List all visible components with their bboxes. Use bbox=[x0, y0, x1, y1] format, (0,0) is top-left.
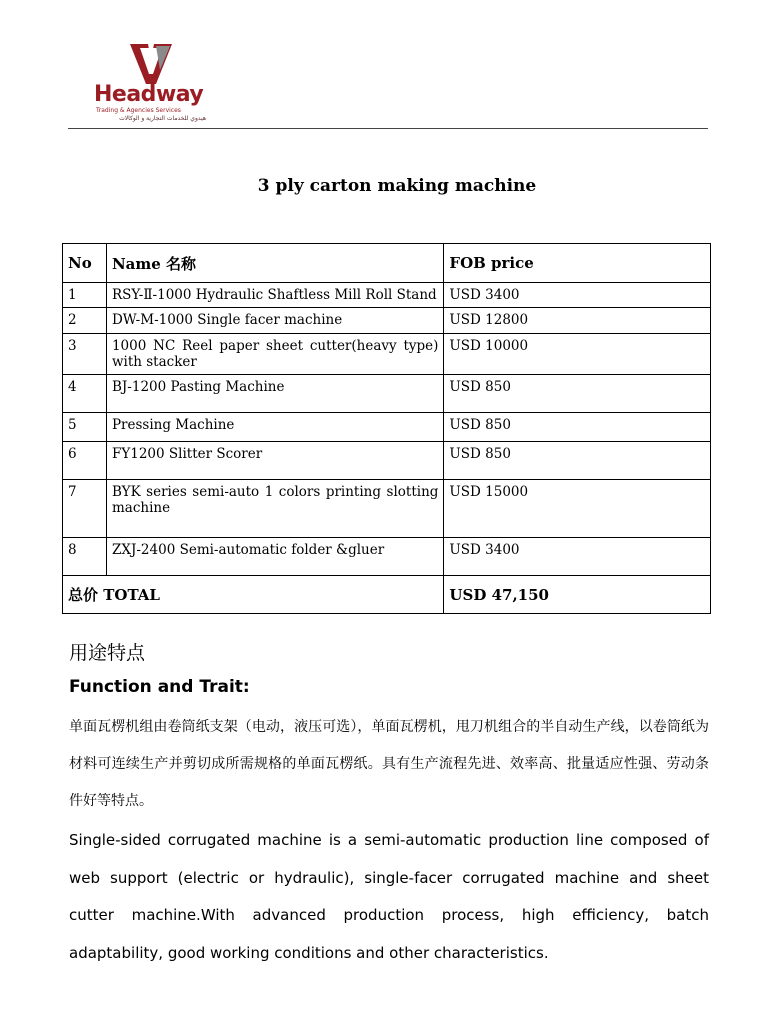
section-heading-cn: 用途特点 bbox=[69, 642, 146, 664]
cell-name: BYK series semi-auto 1 colors printing slotting machine bbox=[106, 480, 443, 538]
cell-price: USD 3400 bbox=[444, 538, 711, 576]
cell-no: 7 bbox=[63, 480, 107, 538]
header-name: Name 名称 bbox=[106, 244, 443, 283]
cell-name: BJ-1200 Pasting Machine bbox=[106, 375, 443, 413]
headway-logo-mark bbox=[126, 40, 176, 88]
document-title: 3 ply carton making machine bbox=[257, 176, 537, 196]
cell-price: USD 850 bbox=[444, 375, 711, 413]
table-total-row bbox=[63, 576, 711, 614]
total-value: USD 47,150 bbox=[444, 576, 711, 614]
cell-no: 8 bbox=[63, 538, 107, 576]
table-row bbox=[63, 442, 711, 480]
header-divider bbox=[68, 128, 708, 129]
logo-word-way: way bbox=[155, 82, 204, 107]
table-header-row bbox=[63, 244, 711, 283]
description-cn: 单面瓦楞机组由卷筒纸支架（电动，液压可选），单面瓦楞机，甩刀机组合的半自动生产线，以卷筒纸为材料可连续生产并剪切成所需规格的单面瓦楞纸。具有生产流程先进、效率高、批量适应性强、劳动条件好等特点。 bbox=[69, 719, 709, 809]
company-logo bbox=[68, 36, 228, 126]
logo-tagline-arabic: هيدوي للخدمات التجارية و الوكالات bbox=[119, 115, 206, 122]
table-row bbox=[63, 283, 711, 308]
cell-name: ZXJ-2400 Semi-automatic folder &gluer bbox=[106, 538, 443, 576]
cell-price: USD 3400 bbox=[444, 283, 711, 308]
cell-name: Pressing Machine bbox=[106, 413, 443, 442]
cell-price: USD 15000 bbox=[444, 480, 711, 538]
cell-name: 1000 NC Reel paper sheet cutter(heavy type) with stacker bbox=[106, 334, 443, 375]
section-heading-en: Function and Trait: bbox=[69, 677, 250, 697]
cell-price: USD 850 bbox=[444, 442, 711, 480]
cell-no: 6 bbox=[63, 442, 107, 480]
cell-price: USD 850 bbox=[444, 413, 711, 442]
table-row bbox=[63, 334, 711, 375]
total-label: 总价 TOTAL bbox=[63, 576, 444, 614]
cell-no: 4 bbox=[63, 375, 107, 413]
cell-price: USD 12800 bbox=[444, 308, 711, 334]
cell-no: 2 bbox=[63, 308, 107, 334]
table-row bbox=[63, 538, 711, 576]
price-table bbox=[62, 243, 711, 614]
table-row bbox=[63, 308, 711, 334]
logo-wordmark bbox=[94, 82, 203, 107]
cell-no: 1 bbox=[63, 283, 107, 308]
cell-no: 3 bbox=[63, 334, 107, 375]
table-row bbox=[63, 413, 711, 442]
cell-no: 5 bbox=[63, 413, 107, 442]
header-price: FOB price bbox=[444, 244, 711, 283]
table-row bbox=[63, 480, 711, 538]
table-row bbox=[63, 375, 711, 413]
cell-name: RSY-Ⅱ-1000 Hydraulic Shaftless Mill Roll Stand bbox=[106, 283, 443, 308]
logo-tagline: Trading & Agencies Services bbox=[96, 107, 181, 114]
cell-price: USD 10000 bbox=[444, 334, 711, 375]
description-en: Single-sided corrugated machine is a semi-automatic production line composed of web support (electric or hydraulic), single-facer corrugated machine and sheet cutter machine.With advanced production process, high efficiency, batch adaptability, good working conditions and other characteristics. bbox=[69, 831, 709, 962]
header-no: No bbox=[63, 244, 107, 283]
cell-name: FY1200 Slitter Scorer bbox=[106, 442, 443, 480]
logo-word-head: Head bbox=[94, 82, 156, 107]
cell-name: DW-M-1000 Single facer machine bbox=[106, 308, 443, 334]
